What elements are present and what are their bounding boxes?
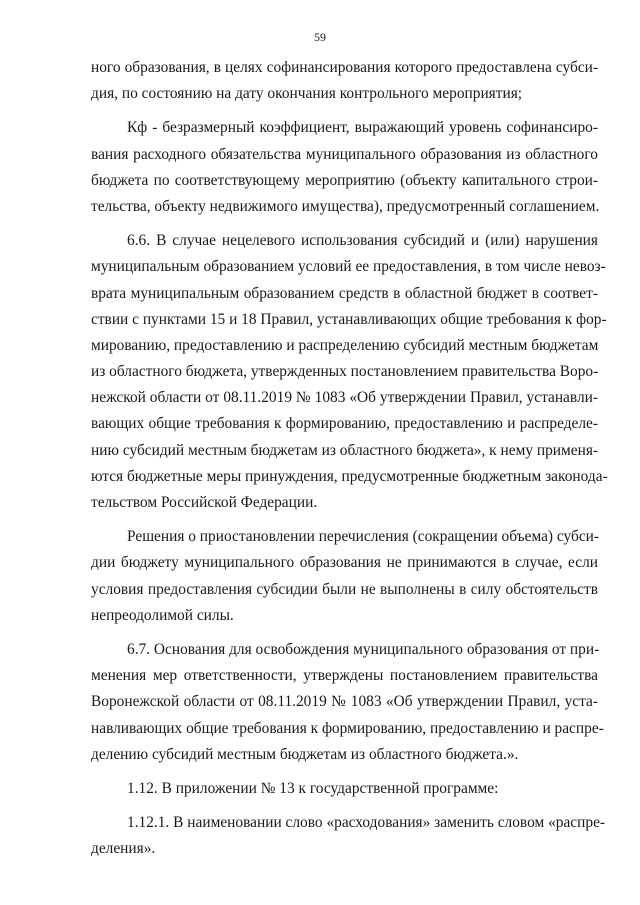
paragraph xyxy=(91,55,598,107)
text-line: мированию, предоставлению и распределению субсидий местным бюджетам xyxy=(91,336,599,354)
paragraph-gap xyxy=(91,768,598,776)
document-body xyxy=(91,55,608,862)
paragraph xyxy=(91,810,606,862)
paragraph xyxy=(91,776,598,802)
text-line: 6.7. Основания для освобождения муниципального образования от при- xyxy=(127,640,600,658)
text-line: 1.12.1. В наименовании слово «расходования» заменить словом «распре- xyxy=(127,814,606,832)
paragraph xyxy=(91,524,598,629)
text-line: дия, по состоянию на дату окончания контрольного мероприятия; xyxy=(91,85,523,103)
text-line: 1.12. В приложении № 13 к государственной программе: xyxy=(127,779,499,797)
page-number: 59 xyxy=(314,30,326,44)
paragraph-gap xyxy=(91,516,598,524)
text-line: Воронежской области от 08.11.2019 № 1083 «Об утверждении Правил, уста- xyxy=(91,693,598,711)
text-line: врата муниципальным образованием средств в областной бюджет в соответ- xyxy=(91,284,598,302)
text-line: менения мер ответственности, утверждены постановлением правительства xyxy=(91,667,598,685)
paragraph-gap xyxy=(91,107,598,115)
text-line: деления». xyxy=(91,840,156,858)
paragraph xyxy=(91,228,608,516)
text-line: делению субсидий местным бюджетам из областного бюджета.». xyxy=(91,745,519,763)
text-line: 6.6. В случае нецелевого использования субсидий и (или) нарушения xyxy=(127,232,598,250)
text-line: из областного бюджета, утвержденных постановлением правительства Воро- xyxy=(91,363,599,381)
text-line: вания расходного обязательства муниципального образования из областного xyxy=(91,145,598,163)
text-line: тельством Российской Федерации. xyxy=(91,494,318,511)
text-line: непреодолимой силы. xyxy=(91,606,234,624)
text-line: ного образования, в целях софинансирования которого предоставлена субси- xyxy=(91,59,598,76)
paragraph-gap xyxy=(91,802,598,810)
text-line: условия предоставления субсидии были не выполнены в силу обстоятельств xyxy=(91,580,598,598)
text-line: бюджета по соответствующему мероприятию (объекту капитального строи- xyxy=(91,171,598,189)
paragraph-gap xyxy=(91,629,598,637)
paragraph-gap xyxy=(91,220,598,228)
text-line: вающих общие требования к формированию, предоставлению и распределе- xyxy=(91,415,598,433)
text-line: нежской области от 08.11.2019 № 1083 «Об утверждении Правил, устанавли- xyxy=(91,389,598,407)
paragraph xyxy=(91,637,604,768)
text-line: дии бюджету муниципального образования не принимаются в случае, если xyxy=(91,554,598,572)
text-line: нию субсидий местным бюджетам из областного бюджета», к нему применя- xyxy=(91,441,599,459)
text-line: муниципальным образованием условий ее предоставления, в том числе невоз- xyxy=(91,258,606,276)
text-line: Решения о приостановлении перечисления (сокращении объема) субси- xyxy=(127,528,600,546)
text-line: Кф - безразмерный коэффициент, выражающий уровень софинансиро- xyxy=(127,119,598,137)
text-line: ствии с пунктами 15 и 18 Правил, устанавливающих общие требования к фор- xyxy=(91,310,607,328)
paragraph xyxy=(91,115,598,220)
text-line: тельства, объекту недвижимого имущества), предусмотренный соглашением. xyxy=(91,197,600,215)
text-line: навливающих общие требования к формированию, предоставлению и распре- xyxy=(91,719,604,737)
text-line: ются бюджетные меры принуждения, предусмотренные бюджетным законода- xyxy=(91,467,608,485)
